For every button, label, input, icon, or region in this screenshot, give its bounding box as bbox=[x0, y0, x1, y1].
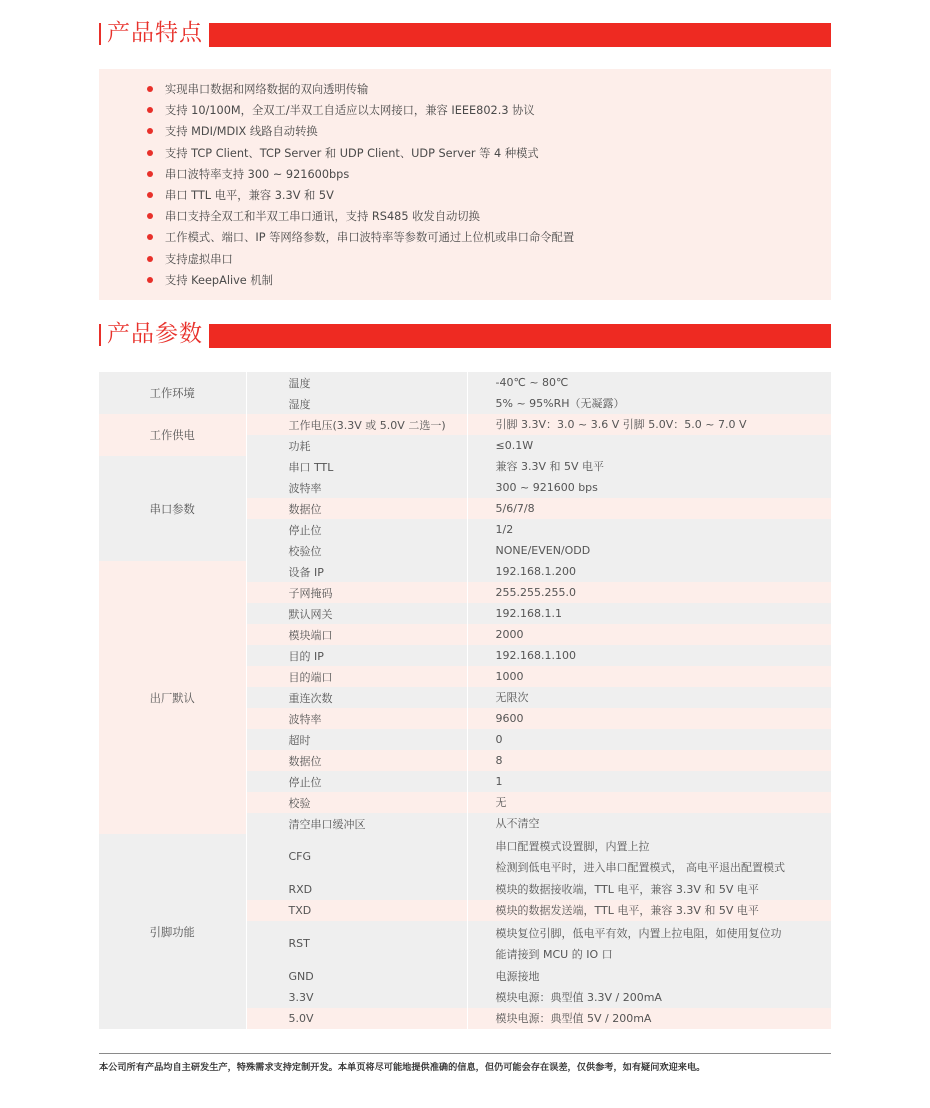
section-title-band bbox=[209, 23, 831, 47]
param-value bbox=[467, 561, 831, 582]
param-group-label: 串口参数 bbox=[99, 456, 246, 561]
param-value bbox=[467, 879, 831, 900]
param-value bbox=[467, 771, 831, 792]
param-value-line: 300 ~ 921600 bps bbox=[495, 481, 598, 494]
param-name: 模块端口 bbox=[246, 624, 467, 645]
param-name: 3.3V bbox=[246, 987, 467, 1008]
bullet-dot-icon bbox=[147, 234, 153, 240]
bullet-dot-icon bbox=[147, 256, 153, 262]
param-value-line: 模块电源：典型值 5V / 200mA bbox=[495, 1012, 652, 1025]
feature-text: 支持 KeepAlive 机制 bbox=[165, 273, 273, 287]
bullet-dot-icon bbox=[147, 213, 153, 219]
features-section-header bbox=[99, 20, 831, 47]
table-row bbox=[99, 414, 831, 435]
param-name: CFG bbox=[246, 834, 467, 879]
param-name: 波特率 bbox=[246, 477, 467, 498]
param-name: 停止位 bbox=[246, 519, 467, 540]
param-name: 目的端口 bbox=[246, 666, 467, 687]
param-value-line: 8 bbox=[495, 754, 503, 767]
bullet-dot-icon bbox=[147, 86, 153, 92]
param-value-line: 从不清空 bbox=[495, 817, 540, 830]
param-value-line: 无 bbox=[495, 796, 507, 809]
bullet-dot-icon bbox=[147, 128, 153, 134]
feature-text: 工作模式、端口、IP 等网络参数，串口波特率等参数可通过上位机或串口命令配置 bbox=[165, 231, 575, 245]
param-value bbox=[467, 813, 831, 834]
param-value-line: 192.168.1.100 bbox=[495, 649, 576, 662]
param-value bbox=[467, 435, 831, 456]
params-section-header bbox=[99, 321, 831, 348]
param-name: 数据位 bbox=[246, 498, 467, 519]
param-name: 清空串口缓冲区 bbox=[246, 813, 467, 834]
param-value bbox=[467, 708, 831, 729]
footer-divider bbox=[99, 1053, 831, 1054]
features-panel bbox=[99, 69, 831, 300]
bullet-dot-icon bbox=[147, 150, 153, 156]
feature-item bbox=[99, 79, 831, 100]
param-value-line: 检测到低电平时，进入串口配置模式， 高电平退出配置模式 bbox=[495, 860, 785, 874]
param-value bbox=[467, 498, 831, 519]
feature-item bbox=[99, 185, 831, 206]
feature-item bbox=[99, 121, 831, 142]
param-value-line: 模块复位引脚，低电平有效，内置上拉电阻，如使用复位功 bbox=[495, 926, 782, 940]
param-group-label: 引脚功能 bbox=[99, 834, 246, 1029]
param-value-line: 5% ~ 95%RH（无凝露） bbox=[495, 397, 625, 410]
param-value bbox=[467, 603, 831, 624]
param-value-line: 串口配置模式设置脚，内置上拉 bbox=[495, 839, 650, 853]
param-value bbox=[467, 393, 831, 414]
section-marker-bar bbox=[99, 23, 101, 45]
feature-text: 支持 TCP Client、TCP Server 和 UDP Client、UDP Server 等 4 种模式 bbox=[165, 146, 539, 160]
param-name: 湿度 bbox=[246, 393, 467, 414]
param-value bbox=[467, 834, 831, 879]
param-value-line: 1000 bbox=[495, 670, 524, 683]
bullet-dot-icon bbox=[147, 192, 153, 198]
param-value-line: 1 bbox=[495, 775, 503, 788]
param-value-line: 模块的数据接收端，TTL 电平，兼容 3.3V 和 5V 电平 bbox=[495, 883, 759, 896]
param-name: 功耗 bbox=[246, 435, 467, 456]
param-value bbox=[467, 729, 831, 750]
param-value-line: ≤0.1W bbox=[495, 439, 534, 452]
param-value-line: 电源接地 bbox=[495, 970, 540, 983]
bullet-dot-icon bbox=[147, 107, 153, 113]
param-value-line: 5/6/7/8 bbox=[495, 502, 535, 515]
param-value bbox=[467, 792, 831, 813]
param-value-line: 模块电源：典型值 3.3V / 200mA bbox=[495, 991, 662, 1004]
param-name: RST bbox=[246, 921, 467, 966]
feature-text: 实现串口数据和网络数据的双向透明传输 bbox=[165, 83, 369, 96]
param-value bbox=[467, 921, 831, 966]
param-value bbox=[467, 666, 831, 687]
param-value-line: 能请接到 MCU 的 IO 口 bbox=[495, 947, 613, 961]
param-value-line: 1/2 bbox=[495, 523, 514, 536]
param-name: 串口 TTL bbox=[246, 456, 467, 477]
section-title-band bbox=[209, 324, 831, 348]
param-value bbox=[467, 477, 831, 498]
features-list bbox=[99, 69, 831, 291]
param-value-line: 无限次 bbox=[495, 691, 529, 704]
param-value bbox=[467, 645, 831, 666]
param-value-line: 兼容 3.3V 和 5V 电平 bbox=[495, 460, 605, 473]
param-name: 重连次数 bbox=[246, 687, 467, 708]
param-value bbox=[467, 624, 831, 645]
param-name: 默认网关 bbox=[246, 603, 467, 624]
param-name: 超时 bbox=[246, 729, 467, 750]
param-value-line: 模块的数据发送端，TTL 电平，兼容 3.3V 和 5V 电平 bbox=[495, 904, 759, 917]
table-row bbox=[99, 456, 831, 477]
param-value-line: 192.168.1.200 bbox=[495, 565, 576, 578]
feature-text: 支持虚拟串口 bbox=[165, 252, 233, 266]
params-section-title: 产品参数 bbox=[107, 321, 203, 347]
param-name: 校验 bbox=[246, 792, 467, 813]
bullet-dot-icon bbox=[147, 277, 153, 283]
table-row bbox=[99, 561, 831, 582]
param-name: 目的 IP bbox=[246, 645, 467, 666]
param-name: GND bbox=[246, 966, 467, 987]
param-value-line: 192.168.1.1 bbox=[495, 607, 562, 620]
features-section-title: 产品特点 bbox=[107, 20, 203, 46]
param-value bbox=[467, 582, 831, 603]
param-name: 波特率 bbox=[246, 708, 467, 729]
feature-item bbox=[99, 249, 831, 270]
param-value bbox=[467, 900, 831, 921]
feature-item bbox=[99, 100, 831, 121]
param-value bbox=[467, 456, 831, 477]
param-group-label: 工作供电 bbox=[99, 414, 246, 456]
param-name: 数据位 bbox=[246, 750, 467, 771]
param-name: RXD bbox=[246, 879, 467, 900]
table-row bbox=[99, 834, 831, 879]
param-name: 温度 bbox=[246, 372, 467, 393]
param-value-line: 9600 bbox=[495, 712, 524, 725]
section-marker-bar bbox=[99, 324, 101, 346]
feature-text: 串口支持全双工和半双工串口通讯，支持 RS485 收发自动切换 bbox=[165, 210, 480, 224]
feature-text: 串口 TTL 电平，兼容 3.3V 和 5V bbox=[165, 188, 334, 202]
param-value bbox=[467, 372, 831, 393]
feature-text: 串口波特率支持 300 ~ 921600bps bbox=[165, 167, 350, 181]
param-value-line: NONE/EVEN/ODD bbox=[495, 544, 591, 557]
feature-item bbox=[99, 143, 831, 164]
param-name: 工作电压(3.3V 或 5.0V 二选一) bbox=[246, 414, 467, 435]
param-value bbox=[467, 519, 831, 540]
param-value-line: 2000 bbox=[495, 628, 524, 641]
feature-item bbox=[99, 206, 831, 227]
footer-disclaimer: 本公司所有产品均自主研发生产，特殊需求支持定制开发。本单页将尽可能地提供准确的信息，但仍可能会存在误差，仅供参考，如有疑问欢迎来电。 bbox=[99, 1062, 706, 1073]
param-group-label: 工作环境 bbox=[99, 372, 246, 414]
param-name: 校验位 bbox=[246, 540, 467, 561]
param-name: 设备 IP bbox=[246, 561, 467, 582]
param-value-line: -40℃ ~ 80℃ bbox=[495, 376, 569, 389]
param-value bbox=[467, 687, 831, 708]
param-name: TXD bbox=[246, 900, 467, 921]
param-value bbox=[467, 414, 831, 435]
param-group-label: 出厂默认 bbox=[99, 561, 246, 834]
param-value bbox=[467, 750, 831, 771]
param-value-line: 0 bbox=[495, 733, 503, 746]
feature-item bbox=[99, 270, 831, 291]
param-name: 停止位 bbox=[246, 771, 467, 792]
param-value-line: 255.255.255.0 bbox=[495, 586, 576, 599]
feature-text: 支持 MDI/MDIX 线路自动转换 bbox=[165, 125, 318, 139]
feature-item bbox=[99, 227, 831, 248]
param-value bbox=[467, 540, 831, 561]
params-table bbox=[99, 372, 831, 1029]
param-value bbox=[467, 966, 831, 987]
param-value bbox=[467, 1008, 831, 1029]
feature-text: 支持 10/100M，全双工/半双工自适应以太网接口，兼容 IEEE802.3 协议 bbox=[165, 104, 535, 118]
bullet-dot-icon bbox=[147, 171, 153, 177]
param-value bbox=[467, 987, 831, 1008]
table-row bbox=[99, 372, 831, 393]
param-value-line: 引脚 3.3V：3.0 ~ 3.6 V 引脚 5.0V：5.0 ~ 7.0 V bbox=[495, 418, 747, 431]
param-name: 子网掩码 bbox=[246, 582, 467, 603]
param-name: 5.0V bbox=[246, 1008, 467, 1029]
feature-item bbox=[99, 164, 831, 185]
